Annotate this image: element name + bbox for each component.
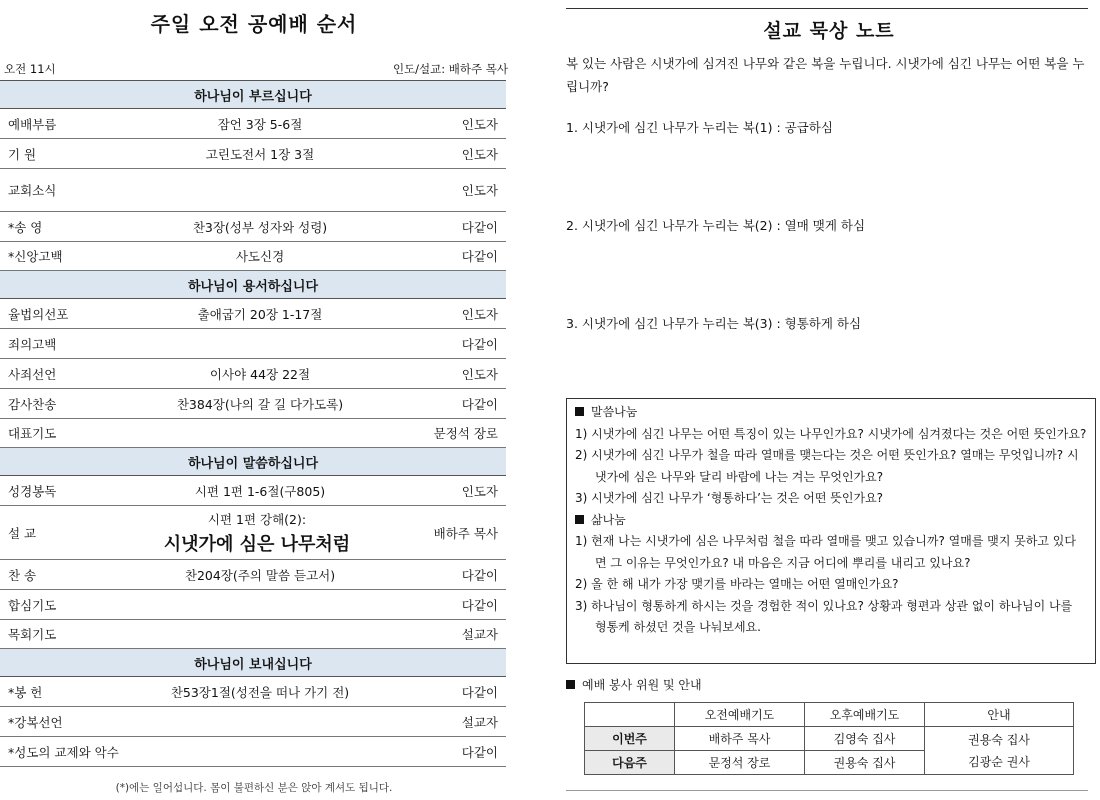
- order-row: 교회소식 인도자: [0, 169, 506, 212]
- sermon-point: 1. 시냇가에 심긴 나무가 누리는 복(1) : 공급하심: [566, 120, 833, 135]
- header-pm-prayer: 오후예배기도: [805, 703, 925, 727]
- order-row: *강복선언 설교자: [0, 707, 506, 737]
- order-row: 사죄선언 이사야 44장 22절 인도자: [0, 359, 506, 389]
- discussion-question: 3) 시냇가에 심긴 나무가 ‘형통하다’는 것은 어떤 뜻인가요?: [575, 491, 884, 505]
- guide-name: 권용숙 집사: [968, 732, 1030, 747]
- order-row: 합심기도 다같이: [0, 590, 506, 620]
- order-row: 감사찬송 찬384장(나의 갈 길 다가도록) 다같이: [0, 389, 506, 419]
- guide-name: 김광순 권사: [968, 754, 1030, 769]
- order-row: 예배부름 잠언 3장 5-6절 인도자: [0, 109, 506, 139]
- service-row-this-week: [585, 727, 1074, 751]
- life-question: 1) 현재 나는 시냇가에 심은 나무처럼 철을 따라 열매를 맺고 있습니까? 열매를 맺지 못하고 있다면 그 이유는 무엇인가요? 내 마음은 지금 어디에 뿌리를 내리고 있나요?: [575, 534, 1076, 570]
- sermon-row: 설 교 시편 1편 강해(2): 시냇가에 심은 나무처럼 배하주 목사: [0, 506, 506, 560]
- top-divider: [566, 8, 1088, 9]
- sermon-intro: 복 있는 사람은 시냇가에 심겨진 나무와 같은 복을 누립니다. 시냇가에 심긴 나무는 어떤 복을 누립니까?: [566, 56, 1085, 94]
- order-row: *신앙고백 사도신경 다같이: [0, 242, 506, 271]
- order-row: 기 원 고린도전서 1장 3절 인도자: [0, 139, 506, 169]
- section-heading: 하나님이 말씀하십니다: [0, 448, 506, 476]
- discussion-question: 2) 시냇가에 심긴 나무가 철을 따라 열매를 맺는다는 것은 어떤 뜻인가요? 열매는 무엇입니까? 시냇가에 심은 나무와 달리 바람에 나는 겨는 무엇인가요?: [575, 448, 1079, 484]
- am-prayer-cell: 문정석 장로: [675, 751, 805, 775]
- header-am-prayer: 오전예배기도: [675, 703, 805, 727]
- standing-footnote: (*)에는 일어섭니다. 몸이 불편하신 분은 앉아 계셔도 됩니다.: [115, 782, 393, 794]
- discussion-box: [566, 398, 1096, 664]
- section-heading: 하나님이 용서하십니다: [0, 271, 506, 299]
- guide-cell: [925, 727, 1074, 775]
- am-prayer-cell: 배하주 목사: [675, 727, 805, 751]
- sermon-title: 시편 1편 강해(2): 시냇가에 심은 나무처럼: [163, 511, 351, 555]
- order-row: *송 영 찬3장(성부 성자와 성령) 다같이: [0, 212, 506, 242]
- order-row: *봉 헌 찬53장1절(성전을 떠나 가기 전) 다같이: [0, 677, 506, 707]
- service-leader: 인도/설교: 배하주 목사: [392, 62, 508, 76]
- order-row: 찬 송 찬204장(주의 말씀 듣고서) 다같이: [0, 560, 506, 590]
- sermon-point: 3. 시냇가에 심긴 나무가 누리는 복(3) : 형통하게 하심: [566, 316, 862, 331]
- pm-prayer-cell: 김영숙 집사: [805, 727, 925, 751]
- sermon-note-title: 설교 묵상 노트: [763, 20, 895, 42]
- service-meta: [4, 61, 508, 77]
- row-label: 다음주: [585, 751, 675, 775]
- bottom-divider: [566, 790, 1088, 791]
- square-bullet-icon: [566, 680, 575, 689]
- service-table: [584, 702, 1074, 775]
- order-row: 목회기도 설교자: [0, 620, 506, 649]
- pm-prayer-cell: 권용숙 집사: [805, 751, 925, 775]
- life-question: 2) 올 한 해 내가 가장 맺기를 바라는 열매는 어떤 열매인가요?: [575, 577, 899, 591]
- order-row: 율법의선포 출애굽기 20장 1-17절 인도자: [0, 299, 506, 329]
- order-row: 성경봉독 시편 1편 1-6절(구805) 인도자: [0, 476, 506, 506]
- discussion-heading: 말씀나눔: [575, 402, 1087, 424]
- service-heading: 예배 봉사 위원 및 안내: [566, 676, 702, 693]
- order-row: *성도의 교제와 악수 다같이: [0, 737, 506, 767]
- sermon-point: 2. 시냇가에 심긴 나무가 누리는 복(2) : 열매 맺게 하심: [566, 218, 866, 233]
- worship-order-page: [0, 0, 508, 800]
- service-table-header: [585, 703, 1074, 727]
- square-bullet-icon: [575, 407, 584, 416]
- order-row: 대표기도 문정석 장로: [0, 419, 506, 448]
- header-guide: 안내: [925, 703, 1074, 727]
- worship-order-table: [0, 80, 506, 767]
- service-time: 오전 11시: [4, 62, 56, 76]
- square-bullet-icon: [575, 515, 584, 524]
- section-heading: 하나님이 보내십니다: [0, 649, 506, 677]
- order-row: 죄의고백 다같이: [0, 329, 506, 359]
- life-sharing-heading: 삶나눔: [575, 510, 1087, 532]
- discussion-question: 1) 시냇가에 심긴 나무는 어떤 특징이 있는 나무인가요? 시냇가에 심겨졌다는 것은 어떤 뜻인가요?: [575, 426, 1087, 441]
- worship-order-title: 주일 오전 공예배 순서: [150, 12, 358, 36]
- section-heading: 하나님이 부르십니다: [0, 81, 506, 109]
- row-label: 이번주: [585, 727, 675, 751]
- life-question: 3) 하나님이 형통하게 하시는 것을 경험한 적이 있나요? 상황과 형편과 상관 없이 하나님이 나를 형통케 하셨던 것을 나눠보세요.: [575, 598, 1073, 634]
- header-blank: [585, 703, 675, 727]
- sermon-note-page: [558, 0, 1100, 800]
